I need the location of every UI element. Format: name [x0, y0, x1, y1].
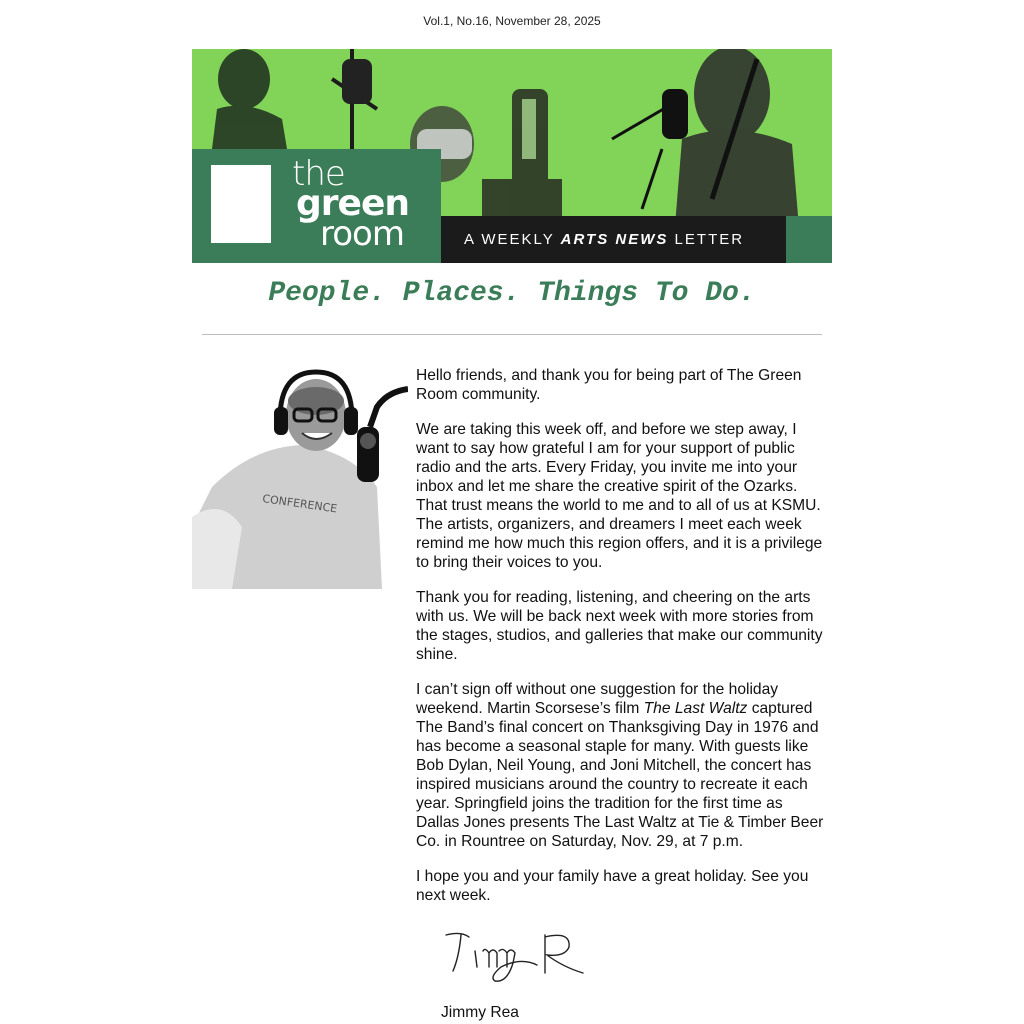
letter-body	[416, 366, 826, 921]
logo-word-room: room	[320, 214, 404, 254]
letter-paragraph-4	[416, 680, 826, 851]
slogan: People. Places. Things To Do.	[268, 278, 756, 309]
p4-before: I can’t sign off without one suggestion for the holiday weekend. Martin Scorsese’s film	[416, 681, 779, 717]
logo-word-the: the	[292, 154, 345, 194]
tagline-bar	[441, 216, 786, 263]
host-photo	[192, 367, 408, 589]
header-banner[interactable]	[192, 49, 832, 263]
film-title: The Last Waltz	[643, 700, 748, 717]
logo-mark	[211, 165, 271, 243]
letter-paragraph-1: Hello friends, and thank you for being part of The Green Room community.	[416, 367, 802, 403]
letter-paragraph-2: We are taking this week off, and before we step away, I want to say how grateful I am for your support of public radio and the arts. Every Friday, you invite me into your inbox and let me share the creative spirit of the Ozarks. That trust means the world to me and to all of us at KSMU. The artists, organizers, and dreamers I meet each week remind me how much this region offers, and it is a privilege to bring their voices to you.	[416, 421, 823, 571]
tagline-suffix: LETTER	[668, 231, 745, 248]
tagline-prefix: A WEEKLY	[464, 231, 561, 248]
letter-paragraph-3: Thank you for reading, listening, and cheering on the arts with us. We will be back next week with more stories from the stages, studios, and galleries that make our community shine.	[416, 589, 823, 663]
logo-wordmark	[292, 154, 409, 254]
signer-name: Jimmy Rea	[441, 1004, 519, 1021]
issue-info: Vol.1, No.16, November 28, 2025	[423, 14, 601, 28]
handwritten-signature	[441, 927, 591, 987]
p4-after: captured The Band’s final concert on Thanksgiving Day in 1976 and has become a seasonal staple for many. With guests like Bob Dylan, Neil Young, and Joni Mitchell, the concert has inspired musicians around the country to recreate it each year. Springfield joins the tradition for the first time as Dallas Jones presents The Last Waltz at Tie & Timber Beer Co. in Rountree on Saturday, Nov. 29, at 7 p.m.	[416, 700, 824, 850]
logo-block[interactable]	[192, 149, 441, 263]
tagline-accent	[786, 216, 832, 263]
divider	[202, 334, 822, 335]
letter-paragraph-5: I hope you and your family have a great holiday. See you next week.	[416, 868, 809, 904]
svg-text:CONFERENCE: CONFERENCE	[261, 492, 338, 516]
logo-word-green: green	[296, 183, 409, 224]
tagline-emphasis: ARTS NEWS	[560, 231, 669, 248]
